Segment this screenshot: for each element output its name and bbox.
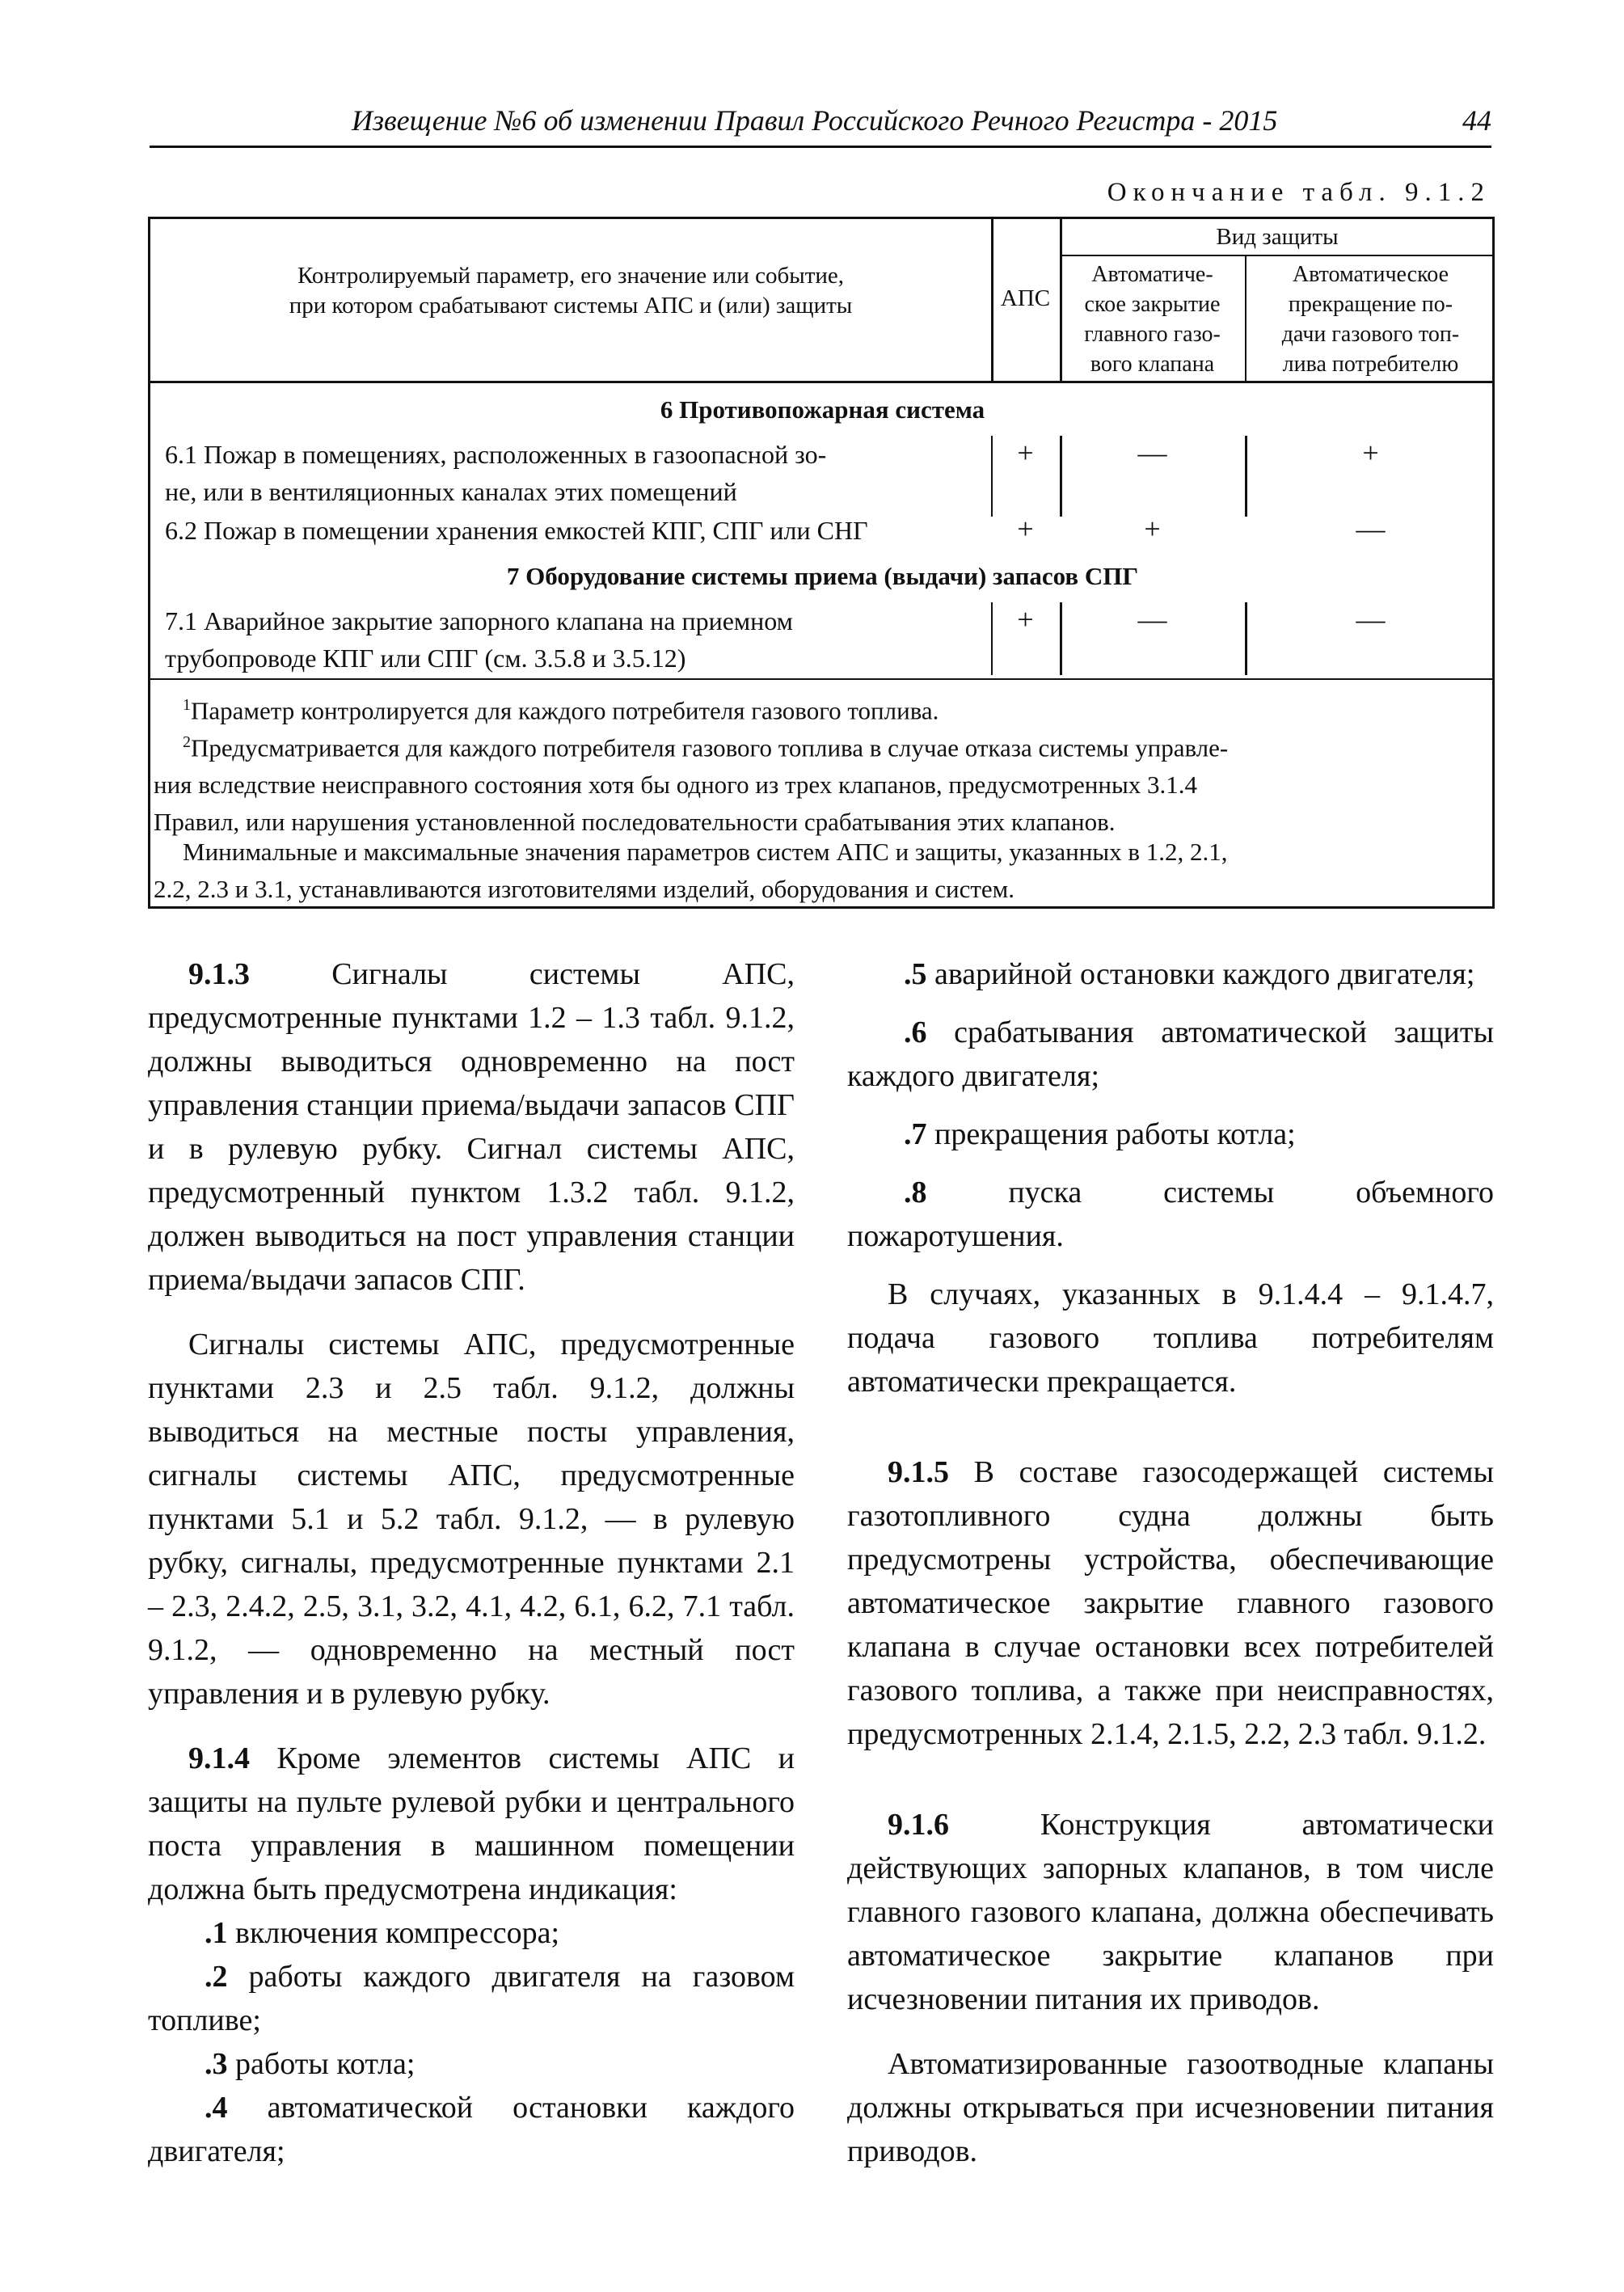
header-valve-closing: Автоматиче- ское закрытие главного газо- вого клапана [1084, 262, 1221, 377]
clause-9-1-3-number: 9.1.3 [188, 957, 250, 991]
clause-9-1-3-text: Сигналы системы АПС, предусмотренные пунктами 1.2 – 1.3 табл. 9.1.2, должны выводиться одновременно на пост управления станции приема/выдачи запасов СПГ и в рулевую рубку. Сигнал системы АПС, предусмотренный пунктом 1.3.2 табл. 9.1.2, должен выводиться на пост управления станции приема/выдачи запасов СПГ. [148, 957, 795, 1297]
table-note-3: Минимальные и максимальные значения параметров систем АПС и защиты, указанных в 1.2, 2.1, 2.2, 2.3 и 3.1, устанавливаются изготовителями изделий, оборудования и систем. [154, 838, 1228, 903]
list-item-4: .4 автоматической остановки каждого двигателя; [148, 2091, 795, 2168]
row-6-1-text: 6.1 Пожар в помещениях, расположенных в газоопасной зо- не, или в вентиляционных каналах этих помещений [165, 440, 827, 506]
cases-paragraph: В случаях, указанных в 9.1.4.4 – 9.1.4.7, подача газового топлива потребителям автоматически прекращается. [847, 1277, 1494, 1399]
row-6-1-fuel: + [1362, 437, 1379, 469]
row-6-2-valve: + [1144, 513, 1161, 545]
note-2-text: Предусматривается для каждого потребителя газового топлива в случае отказа системы управле- ния вследствие неисправного состояния хотя бы одного из трех клапанов, предусмотренных 3.1.4 Правил, или нарушения установленной последовательности срабатывания этих клапанов. [154, 733, 1229, 837]
header-parameter: Контролируемый параметр, его значение или событие, при котором срабатывают системы АПС и (или) защиты [289, 263, 853, 319]
row-6-2-text: 6.2 Пожар в помещении хранения емкостей КПГ, СПГ или СНГ [165, 516, 868, 545]
row-6-1-valve: — [1137, 437, 1167, 469]
clause-9-1-5-number: 9.1.5 [888, 1455, 949, 1489]
row-7-1-fuel: — [1356, 603, 1386, 635]
row-7-1-aps: + [1017, 603, 1034, 635]
note-2-marker: 2 [183, 733, 191, 751]
note-1-text: Параметр контролируется для каждого потребителя газового топлива. [191, 696, 939, 725]
row-6-1-aps: + [1017, 437, 1034, 469]
list-item-6: .6 срабатывания автоматической защиты каждого двигателя; [847, 1015, 1494, 1093]
clause-9-1-3-continuation: Сигналы системы АПС, предусмотренные пунктами 2.3 и 2.5 табл. 9.1.2, должны выводиться на местные посты управления, сигналы системы АПС, предусмотренные пунктами 5.1 и 5.2 табл. 9.1.2, — в рулевую рубку, сигналы, предусмотренные пунктами 2.1 – 2.3, 2.4.2, 2.5, 3.1, 3.2, 4.1, 4.2, 6.1, 6.2, 7.1 табл. 9.1.2, — одновременно на местный пост управления и в рулевую рубку. [148, 1328, 795, 1711]
clause-9-1-6-continuation: Автоматизированные газоотводные клапаны должны открываться при исчезновении питания приводов. [847, 2047, 1494, 2168]
list-item-3: .3 работы котла; [205, 2047, 415, 2081]
clause-9-1-4-text: Кроме элементов системы АПС и защиты на пульте рулевой рубки и центрального поста управления в машинном помещении должна быть предусмотрена индикация: [148, 1741, 795, 1906]
list-item-5: .5 аварийной остановки каждого двигателя; [904, 957, 1475, 991]
row-7-1-text: 7.1 Аварийное закрытие запорного клапана на приемном трубопроводе КПГ или СПГ (см. 3.5.8 и 3.5.12) [165, 606, 793, 673]
clause-9-1-6-number: 9.1.6 [888, 1808, 949, 1842]
header-title: Извещение №6 об изменении Правил Российского Речного Регистра - 2015 [352, 104, 1278, 137]
clause-9-1-6-text: Конструкция автоматически действующих запорных клапанов, в том числе главного газового клапана, должна обеспечивать автоматическое закрытие клапанов при исчезновении питания их приводов. [847, 1808, 1494, 2016]
header-aps: АПС [1000, 285, 1051, 311]
row-6-2-fuel: — [1356, 513, 1386, 545]
header-protection-type: Вид защиты [1216, 224, 1339, 250]
page-number: 44 [1462, 104, 1491, 137]
table-9-1-2 [148, 217, 1495, 909]
list-item-8: .8 пуска системы объемного пожаротушения. [847, 1176, 1495, 1253]
section-7-title: 7 Оборудование системы приема (выдачи) запасов СПГ [506, 562, 1139, 590]
list-item-7: .7 прекращения работы котла; [904, 1117, 1296, 1151]
clause-9-1-5-text: В составе газосодержащей системы газотопливного судна должны быть предусмотрены устройства, обеспечивающие автоматическое закрытие главного газового клапана в случае остановки всех потребителей газового топлива, а также при неисправностях, предусмотренных 2.1.4, 2.1.5, 2.2, 2.3 табл. 9.1.2. [847, 1455, 1494, 1751]
note-1-marker: 1 [183, 696, 191, 714]
clause-9-1-4-number: 9.1.4 [188, 1741, 250, 1775]
running-header [150, 103, 1491, 148]
row-6-2-aps: + [1017, 513, 1034, 545]
table-continuation-label: Окончание табл. 9.1.2 [1107, 178, 1491, 207]
list-item-2: .2 работы каждого двигателя на газовом топливе; [148, 1960, 795, 2037]
section-6-title: 6 Противопожарная система [660, 395, 985, 424]
list-item-1: .1 включения компрессора; [205, 1916, 560, 1950]
right-column [847, 952, 1494, 2194]
table-note-2 [154, 724, 1228, 841]
row-7-1-valve: — [1137, 603, 1167, 635]
header-fuel-stop: Автоматическое прекращение по- дачи газового топ- лива потребителю [1281, 262, 1460, 377]
left-column [148, 952, 795, 2173]
